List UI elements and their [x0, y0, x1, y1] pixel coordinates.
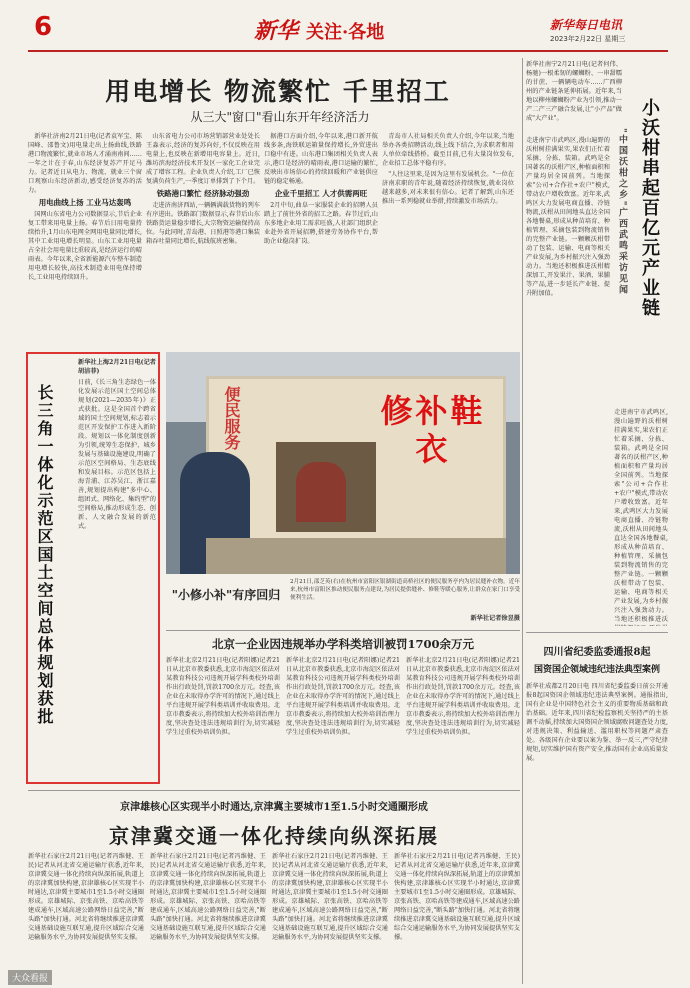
boxed-body: 日前,《长三角生态绿色一体化发展示范区国土空间总体规划(2021—2035年)》正式获批。这是全国首个跨省域的国土空间规划,标志着示范区开发保护工作进入新阶段。规划以一体化制度创新为引领,统筹生态保护、城乡发展与基础设施建设,明确了示范区空间格局、生态底线和发展目标。示范区包括上海青浦、江苏吴江、浙江嘉善,规划提出构建"多中心、组团式、网络化、集约型"的空间格局,推动形成生态、创新、人文融合发展的新范式。 [78, 379, 156, 530]
bottom-body-col-4: 新华社石家庄2月21日电(记者冯维健、王民)记者从河北省交通运输厅获悉,近年来,京津冀交通一体化持续向纵深拓展,轨道上的京津冀加快构建,京津雄核心区实现半小时通达,京津冀主要城市1至1.5小时交通圈形成。京雄城际、京张高铁、京哈高铁等建成通车,区域高速公路网络日益完善,"断头路"加快打通。河北省将继续推进京津冀交通基础设施互联互通,提升区域综合交通运输服务水平,为协同发展提供坚实支撑。 [394, 853, 520, 941]
logo: 新华 [254, 18, 299, 44]
right-column-rule [522, 58, 523, 984]
story2-headline: 四川省纪委监委通报8起 [543, 647, 651, 658]
mid-body-col-2: 新华社北京2月21日电(记者阳娜)记者21日从北京市教委获悉,北京市海淀区依法对某教育科技公司违规开展学科类校外培训作出行政处罚,罚款1700余万元。经查,该企业在未取得办学许可的情况下,通过线上平台违规开展学科类培训并收取费用。北京市教委表示,将持续加大校外培训治理力度,坚决查处违法违规培训行为,切实减轻学生过重校外培训负担。 [286, 657, 400, 736]
mid-body-col-1: 新华社北京2月21日电(记者阳娜)记者21日从北京市教委获悉,北京市海淀区依法对某教育科技公司违规开展学科类校外培训作出行政处罚,罚款1700余万元。经查,该企业在未取得办学许可的情况下,通过线上平台违规开展学科类培训并收取费用。北京市教委表示,将持续加大校外培训治理力度,坚决查处违法违规培训行为,切实减轻学生过重校外培训负担。 [166, 657, 280, 736]
mid-body-col-3: 新华社北京2月21日电(记者阳娜)记者21日从北京市教委获悉,北京市海淀区依法对某教育科技公司违规开展学科类校外培训作出行政处罚,罚款1700余万元。经查,该企业在未取得办学许可的情况下,通过线上平台违规开展学科类培训并收取费用。北京市教委表示,将持续加大校外培训治理力度,坚决查处违法违规培训行为,切实减轻学生过重校外培训负担。 [406, 657, 520, 736]
news-photo [166, 352, 520, 574]
bottom-headline: 京津冀交通一体化持续向纵深拓展 [109, 824, 439, 848]
bottom-body-col-3: 新华社石家庄2月21日电(记者冯维健、王民)记者从河北省交通运输厅获悉,近年来,京津冀交通一体化持续向纵深拓展,轨道上的京津冀加快构建,京津雄核心区实现半小时通达,京津冀主要城市1至1.5小时交通圈形成。京雄城际、京张高铁、京哈高铁等建成通车,区域高速公路网络日益完善,"断头路"加快打通。河北省将继续推进京津冀交通基础设施互联互通,提升区域综合交通运输服务水平,为协同发展提供坚实支撑。 [272, 853, 388, 941]
person-right [296, 462, 346, 522]
bottom-rule [28, 790, 520, 791]
photo-caption: 2月21日,邵芝英(右)在杭州市富阳区银湖街道高桥社区的便民服务亭内为居民缝补衣物。近年来,杭州市富阳区推动便民服务点建设,为居民提供缝补、修鞋等暖心服务,让群众在家门口享受便利生活。 [290, 579, 520, 601]
boxed-article [26, 352, 160, 784]
page-header [0, 0, 690, 52]
photo-title: "小修小补"有序回归 [171, 588, 281, 602]
bottom-kicker: 京津雄核心区实现半小时通达,京津冀主要城市1至1.5小时交通圈形成 [120, 802, 428, 813]
right-divider [526, 632, 668, 633]
feature-series-title: "中国沃柑之乡"广西武鸣采访见闻 [617, 128, 627, 296]
lead-column-2 [146, 132, 260, 348]
lead-col4-body: 青岛市人社局相关负责人介绍,今年以来,当地举办各类招聘活动,线上线下结合,为求职者和用人单位牵线搭桥。截至目前,已有大量岗位发布,企业招工总体平稳有序。 [382, 133, 514, 167]
lead-intro: 新华社济南2月21日电(记者袁军宝、陈国峰、邵鲁文)用电量走出上扬曲线,铁路港口物流繁忙,就业市场人才涌南南间……一年之计在于春,山东经济复苏产开足马力。记者近日从电力、物流、就业三个窗口观察山东经济新动,感受经济复苏的活力。 [28, 133, 142, 194]
mid-rule [166, 630, 520, 631]
feature-headline: 小沃柑串起百亿元产业链 [639, 98, 660, 318]
boxed-dateline: 新华社上海2月21日电(记者胡洁菲) [78, 359, 156, 375]
issue-date: 2023年2月22日 星期三 [550, 35, 626, 43]
lead-col4-body2: "人往这里来,是因为这里有发展机会。"一位在济南求职的青年说,随着经济持续恢复,就业岗位越来越多,对未来很有信心。记者了解到,山东还推出一系列稳就业举措,持续激发市场活力。 [382, 171, 514, 205]
lead-col1-body: 国网山东省电力公司数据显示,节后企业复工带来用电量上扬。春节后日用电量持续抬升,1月山东电网全网用电量同比增长,其中工业用电增长明显。山东工业用电量占全社会用电量比重较高,是经济运行的晴雨表。今年以来,全省新能源汽车整车制造用电增长较快,高技术制造业用电保持增长,工业用电持续回升。 [28, 211, 142, 281]
repair-sign: 修补鞋衣 [380, 392, 486, 468]
kiosk-side-sign: 便民服务 [222, 386, 241, 450]
lead-subhead-2: 铁路港口繁忙 经济脉动强劲 [156, 189, 250, 198]
lead-column-3 [264, 132, 378, 348]
boxed-headline: 长三角一体化示范区国土空间总体规划获批 [35, 384, 54, 726]
story2-body: 新华社成都2月20日电 四川省纪委监委日前公开通报8起国资国企领域违纪违法典型案例。通报指出,国有企业是中国特色社会主义的重要物质基础和政治基础。近年来,四川省纪检监察机关坚持严的主基调不动摇,持续加大国资国企领域腐败问题查处力度,对违规决策、利益输送、滥用职权等问题严肃查处。各级国有企业要以案为鉴、举一反三,严守纪律规矩,切实维护国有资产安全,推动国有企业高质量发展。 [526, 683, 668, 762]
paper-name: 新华每日电讯 [550, 18, 623, 32]
section-title: 关注·各地 [306, 22, 385, 43]
lead-col2-body: 山东省电力公司市场营销部营业处处长王淼表示,经济的复苏向好,不仅反映在用电量上,也反映在新增用电容量上。近日,潍坊滨海经济技术开发区一家化工企业完成了增容工程。企业负责人介绍,工厂已恢复满负荷生产,一季度订单排到了下个月。 [146, 133, 260, 185]
lead-subhead-3: 企业千里招工 人才供需两旺 [274, 189, 368, 198]
lead-subtitle: 从三大"窗口"看山东开年经济活力 [190, 110, 370, 124]
bottom-body-col-1: 新华社石家庄2月21日电(记者冯维健、王民)记者从河北省交通运输厅获悉,近年来,京津冀交通一体化持续向纵深拓展,轨道上的京津冀加快构建,京津雄核心区实现半小时通达,京津冀主要城市1至1.5小时交通圈形成。京雄城际、京张高铁、京哈高铁等建成通车,区域高速公路网络日益完善,"断头路"加快打通。河北省将继续推进京津冀交通基础设施互联互通,提升区域综合交通运输服务水平,为协同发展提供坚实支撑。 [28, 853, 144, 941]
bottom-body-col-2: 新华社石家庄2月21日电(记者冯维健、王民)记者从河北省交通运输厅获悉,近年来,京津冀交通一体化持续向纵深拓展,轨道上的京津冀加快构建,京津雄核心区实现半小时通达,京津冀主要城市1至1.5小时交通圈形成。京雄城际、京张高铁、京哈高铁等建成通车,区域高速公路网络日益完善,"断头路"加快打通。河北省将继续推进京津冀交通基础设施互联互通,提升区域综合交通运输服务水平,为协同发展提供坚实支撑。 [150, 853, 266, 941]
page-number: 6 [34, 12, 53, 42]
feature-intro: 新华社南宁2月21日电(记者何伟、杨驰)一根柔韧的螺蛳粉、一串甜糯的甘蔗、一辆辆电动车……广西柳州的产业链条延伸拓展。近年来,当地以柳州螺蛳粉产业为引领,推动一产二产三产融合发展,让"小产品"做成"大产业"。 [526, 61, 622, 122]
counter [206, 538, 506, 574]
lead-col2-body2: 走进济南济西站,一辆辆满载货物的列车有序进出。铁路部门数据显示,春节后山东铁路货运量稳步增长,大宗物资运输保持高位。与此同时,青岛港、日照港等港口集装箱吞吐量同比增长,航线航班密集。 [146, 202, 260, 245]
feature-body-lower: 走进南宁市武鸣区,漫山遍野的沃柑树挂满果实,果农们正忙着采摘、分拣、装箱。武鸣是全国著名的沃柑产区,种植面积和产量均居全国前列。当地探索"公司+合作社+农户"模式,带动农户增收致富。近年来,武鸣区大力发展电商直播、冷链物流,沃柑从田间地头直达全国各地餐桌,形成从种苗培育、种植管理、采摘包装到物流销售的完整产业链。一颗颗沃柑带动了包装、运输、电商等相关产业发展,为乡村振兴注入强劲动力。当地还积极推进沃 [614, 409, 668, 623]
lead-col3-body: 据港口方面介绍,今年以来,港口新开航线多条,海铁联运箱量保持增长,外贸进出口稳中有进。山东港口集团相关负责人表示,港口是经济的晴雨表,港口运输的繁忙,反映出市场信心的持续回暖和产业链供应链的稳定畅通。 [264, 133, 378, 185]
lead-column-1 [28, 132, 142, 348]
photo-credit: 新华社记者徐昱摄 [470, 615, 520, 622]
lead-column-4 [382, 132, 514, 348]
lead-col3-body2: 2月中旬,曲阜一家服装企业的招聘人员踏上了前往外省的招工之路。春节过后,山东多地企业用工需求旺盛,人社部门组织企业赴外省开展招聘,搭建劳务协作平台,帮助企业稳岗扩岗。 [264, 202, 378, 245]
header-rule [28, 50, 668, 52]
story2-subtitle: 国资国企领域违纪违法典型案例 [533, 665, 660, 675]
lead-headline: 用电增长 物流繁忙 千里招工 [105, 77, 451, 106]
feature-body: 走进南宁市武鸣区,漫山遍野的沃柑树挂满果实,果农们正忙着采摘、分拣、装箱。武鸣是全国著名的沃柑产区,种植面积和产量均居全国前列。当地探索"公司+合作社+农户"模式,带动农户增收致富。近年来,武鸣区大力发展电商直播、冷链物流,沃柑从田间地头直达全国各地餐桌,形成从种苗培育、种植管理、采摘包装到物流销售的完整产业链。一颗颗沃柑带动了包装、运输、电商等相关产业发展,为乡村振兴注入强劲动力。当地还积极推进沃柑精深加工,开发果汁、果酒、果脯等产品,进一步延长产业链、提升附加值。 [526, 137, 610, 297]
lead-subhead-1: 用电曲线上扬 工业马达轰鸣 [38, 198, 132, 207]
watermark: 大众看报 [8, 970, 52, 985]
mid-headline: 北京一企业因违规举办学科类培训被罚1700余万元 [211, 637, 474, 651]
